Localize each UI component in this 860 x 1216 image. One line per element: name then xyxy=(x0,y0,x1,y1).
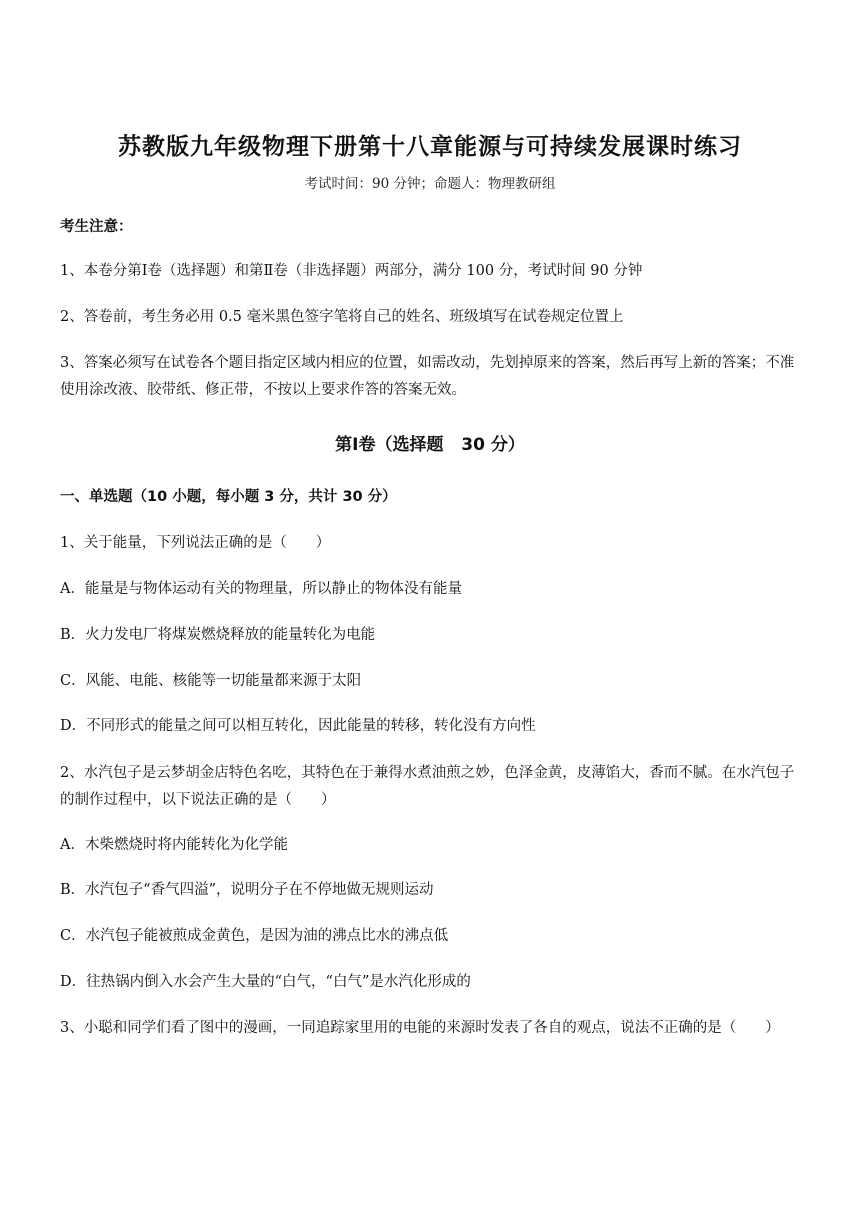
section-title: 第Ⅰ卷（选择题 30 分） xyxy=(335,435,525,455)
question-stem: 2、水汽包子是云梦胡金店特色名吃，其特色在于兼得水煮油煎之妙，色泽金黄，皮薄馅大，香而不腻。在水汽包子的制作过程中，以下说法正确的是（ ） xyxy=(60,765,795,808)
exam-info: 考试时间：90 分钟；命题人：物理教研组 xyxy=(304,176,556,192)
option-d: D．不同形式的能量之间可以相互转化，因此能量的转移，转化没有方向性 xyxy=(60,718,536,734)
option-c: C．风能、电能、核能等一切能量都来源于太阳 xyxy=(60,673,362,689)
question-stem: 3、小聪和同学们看了图中的漫画，一同追踪家里用的电能的来源时发表了各自的观点，说法不正确的是（ ） xyxy=(60,1020,780,1036)
option-a: A．能量是与物体运动有关的物理量，所以静止的物体没有能量 xyxy=(60,581,462,597)
option-a: A．木柴燃烧时将内能转化为化学能 xyxy=(60,837,288,853)
option-c: C．水汽包子能被煎成金黄色，是因为油的沸点比水的沸点低 xyxy=(60,928,449,944)
notice-item: 1、本卷分第Ⅰ卷（选择题）和第Ⅱ卷（非选择题）两部分，满分 100 分，考试时间 90 分钟 xyxy=(60,263,643,279)
notice-heading: 考生注意： xyxy=(60,219,133,235)
option-b: B．火力发电厂将煤炭燃烧释放的能量转化为电能 xyxy=(60,627,376,643)
option-b: B．水汽包子“香气四溢”，说明分子在不停地做无规则运动 xyxy=(60,882,434,898)
part-heading: 一、单选题（10 小题，每小题 3 分，共计 30 分） xyxy=(60,489,397,505)
option-d: D．往热锅内倒入水会产生大量的“白气，“白气”是水汽化形成的 xyxy=(60,974,471,990)
notice-item: 3、答案必须写在试卷各个题目指定区域内相应的位置，如需改动，先划掉原来的答案，然后再写上新的答案；不准使用涂改液、胶带纸、修正带，不按以上要求作答的答案无效。 xyxy=(60,355,795,398)
page-title: 苏教版九年级物理下册第十八章能源与可持续发展课时练习 xyxy=(118,134,742,160)
question-stem: 1、关于能量，下列说法正确的是（ ） xyxy=(60,535,331,551)
notice-item: 2、答卷前，考生务必用 0.5 毫米黑色签字笔将自己的姓名、班级填写在试卷规定位置上 xyxy=(60,309,624,325)
